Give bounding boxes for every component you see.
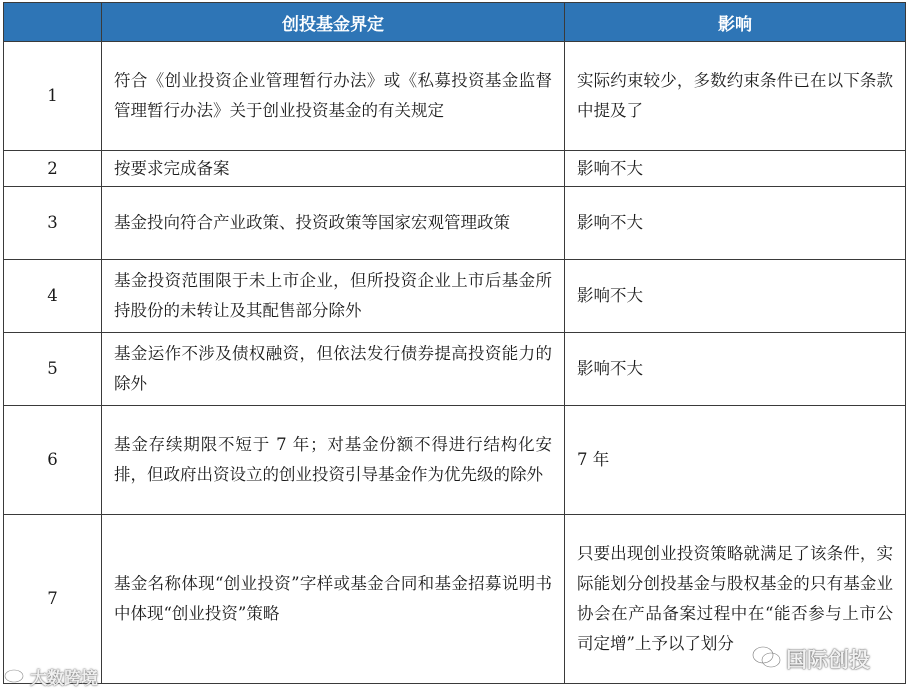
- definition-cell: 按要求完成备案: [102, 151, 565, 187]
- definition-table: [3, 2, 906, 684]
- impact-cell: 影响不大: [565, 151, 906, 187]
- watermark-right: [752, 644, 870, 674]
- weibo-icon: [4, 665, 26, 688]
- impact-cell: 影响不大: [565, 333, 906, 406]
- row-number: 7: [4, 515, 102, 684]
- definition-cell: 符合《创业投资企业管理暂行办法》或《私募投资基金监督管理暂行办法》关于创业投资基金的有关规定: [102, 42, 565, 151]
- definition-cell: 基金名称体现“创业投资”字样或基金合同和基金招募说明书中体现“创业投资”策略: [102, 515, 565, 684]
- row-number: 5: [4, 333, 102, 406]
- table-row: [4, 333, 906, 406]
- row-number: 3: [4, 187, 102, 260]
- impact-cell: 只要出现创业投资策略就满足了该条件，实际能划分创投基金与股权基金的只有基金业协会在产品备案过程中在“能否参与上市公司定增”上予以了划分: [565, 515, 906, 684]
- definition-cell: 基金存续期限不短于 7 年；对基金份额不得进行结构化安排，但政府出资设立的创业投资引导基金作为优先级的除外: [102, 406, 565, 515]
- table-row: [4, 187, 906, 260]
- wechat-icon: [752, 645, 782, 674]
- table-row: [4, 42, 906, 151]
- watermark-right-text: 国际创投: [786, 648, 870, 672]
- watermark-left: [4, 664, 98, 689]
- definition-cell: 基金投资范围限于未上市企业，但所投资企业上市后基金所持股份的未转让及其配售部分除外: [102, 260, 565, 333]
- header-impact: 影响: [565, 3, 906, 42]
- watermark-left-text: 大数跨境: [30, 669, 98, 689]
- impact-cell: 影响不大: [565, 260, 906, 333]
- row-number: 4: [4, 260, 102, 333]
- header-definition: 创投基金界定: [102, 3, 565, 42]
- impact-cell: 7 年: [565, 406, 906, 515]
- table-row: [4, 406, 906, 515]
- row-number: 1: [4, 42, 102, 151]
- impact-cell: 实际约束较少，多数约束条件已在以下条款中提及了: [565, 42, 906, 151]
- header-index-cell: [4, 3, 102, 42]
- row-number: 6: [4, 406, 102, 515]
- row-number: 2: [4, 151, 102, 187]
- impact-cell: 影响不大: [565, 187, 906, 260]
- table-row: [4, 260, 906, 333]
- table-row: [4, 151, 906, 187]
- table-header-row: [4, 3, 906, 42]
- definition-cell: 基金运作不涉及债权融资，但依法发行债券提高投资能力的除外: [102, 333, 565, 406]
- definition-cell: 基金投向符合产业政策、投资政策等国家宏观管理政策: [102, 187, 565, 260]
